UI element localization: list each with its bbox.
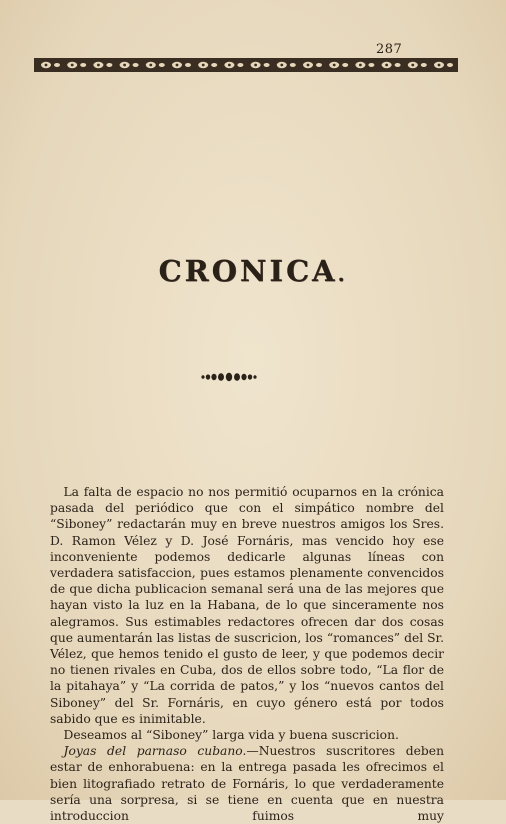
page-number: 287	[376, 42, 403, 57]
paragraph-wish: Deseamos al “Siboney” larga vida y buena suscricion.	[63, 728, 399, 743]
title-text: CRONICA	[158, 254, 338, 288]
title-period: .	[337, 262, 348, 286]
joyas-text: —Nuestros suscritores deben estar de enhorabuena: en la entrega pasada les ofrecimos el bien litografiado retrato de Fornáris, lo que verdaderamente sería una sorpresa, si se tiene en cuenta que en nuestra introduccion fuimos muy	[50, 744, 444, 824]
paragraph-siboney: La falta de espacio no nos permitió ocuparnos en la crónica pasada del periódico que con el simpático nombre del “Siboney” redactarán muy en breve nuestros amigos los Sres. D. Ramon Vélez y D. José Fornáris, mas vencido hoy ese inconveniente podemos dedicarle algunas líneas con verdadera satisfaccion, pues estamos plenamente convencidos de que dicha publicacion semanal será una de las mejores que hayan visto la luz en la Habana, de lo que sinceramente nos alegramos. Sus estimables redactores ofrecen dar dos cosas que aumentarán las listas de suscricion, los “romances” del Sr. Vélez, que hemos tenido el gusto de leer, y que podemos decir no tienen rivales en Cuba, dos de ellos sobre todo, “La flor de la pitahaya” y “La corrida de patos,” y los “nuevos cantos del Siboney” del Sr. Fornáris, en cuyo género está por todos sabido que es inimitable.	[50, 485, 444, 726]
ornamental-divider	[200, 372, 260, 382]
joyas-heading: Joyas del parnaso cubano.	[63, 744, 247, 759]
ornamental-border-band	[34, 58, 458, 72]
section-title	[0, 254, 506, 288]
paragraph-joyas	[50, 743, 444, 824]
article-body	[50, 484, 444, 824]
